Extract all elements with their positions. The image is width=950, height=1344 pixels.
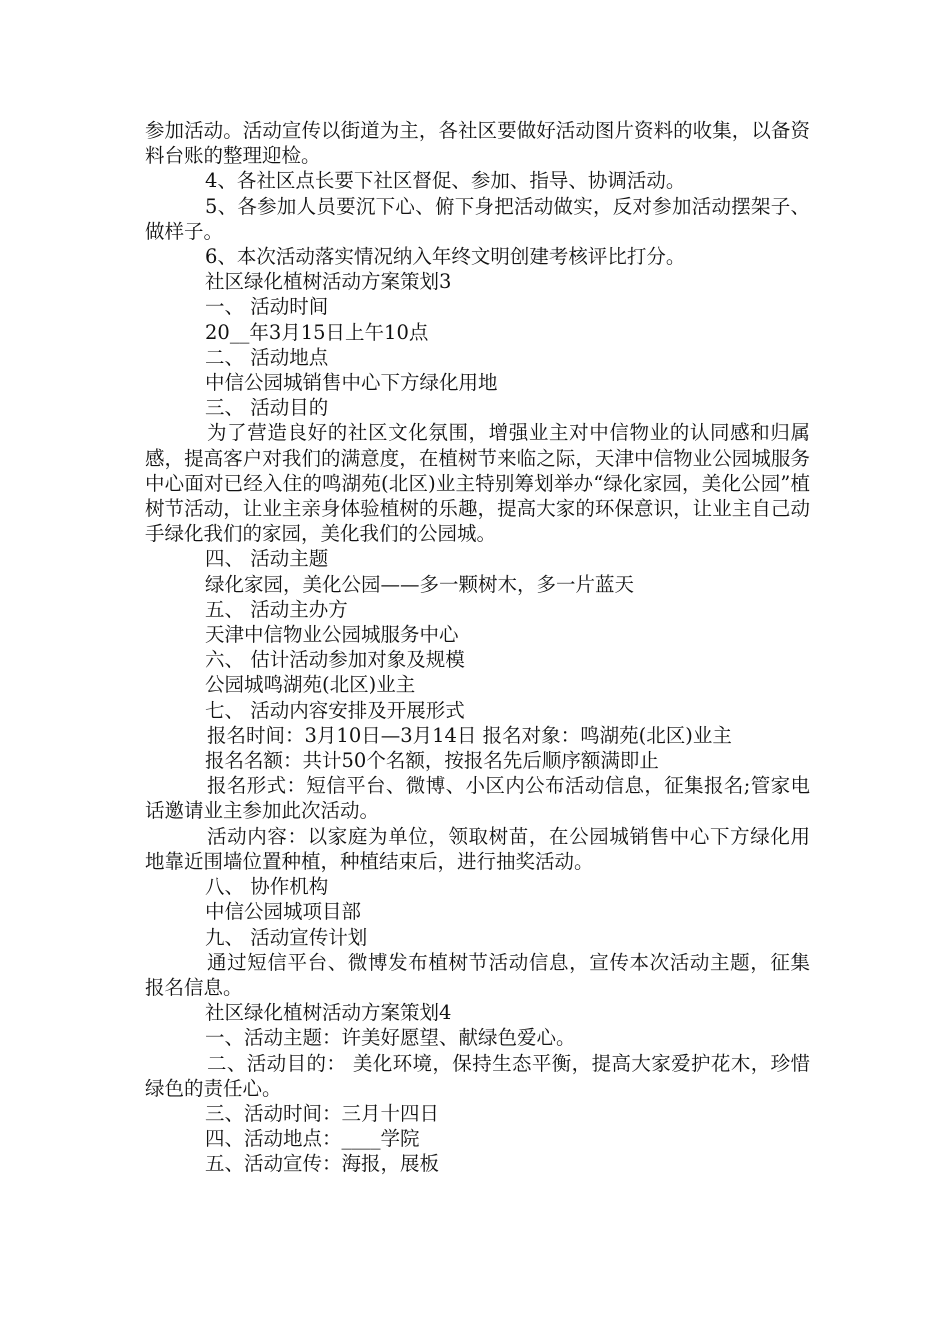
paragraph: 三、 活动目的 <box>205 396 329 420</box>
paragraph: 中信公园城项目部 <box>205 900 362 924</box>
paragraph: 六、 估计活动参加对象及规模 <box>205 648 465 672</box>
paragraph: 报名形式：短信平台、微博、小区内公布活动信息，征集报名;管家电话邀请业主参加此次活动。 <box>145 774 810 823</box>
paragraph: 天津中信物业公园城服务中心 <box>205 623 459 647</box>
paragraph: 5、各参加人员要沉下心、俯下身把活动做实，反对参加活动摆架子、做样子。 <box>145 194 810 243</box>
paragraph: 报名名额：共计50个名额，按报名先后顺序额满即止 <box>205 749 659 773</box>
paragraph: 五、 活动主办方 <box>205 597 348 621</box>
paragraph: 九、 活动宣传计划 <box>205 925 368 949</box>
paragraph: 4、各社区点长要下社区督促、参加、指导、协调活动。 <box>205 169 686 193</box>
paragraph: 八、 协作机构 <box>205 875 329 899</box>
paragraph: 五、活动宣传：海报，展板 <box>205 1152 440 1176</box>
paragraph: 为了营造良好的社区文化氛围，增强业主对中信物业的认同感和归属感，提高客户对我们的满意度，在植树节来临之际，天津中信物业公园城服务中心面对已经入住的鸣湖苑(北区)业主特别筹划举办“绿化家园，美化公园”植树节活动，让业主亲身体验植树的乐趣，提高大家的环保意识，让业主自己动手绿化我们的家园，美化我们的公园城。 <box>145 421 810 546</box>
paragraph: 二、活动目的： 美化环境，保持生态平衡，提高大家爱护花木，珍惜绿色的责任心。 <box>145 1051 810 1100</box>
paragraph: 三、活动时间：三月十四日 <box>205 1101 440 1125</box>
document-body <box>145 118 810 1177</box>
paragraph: 报名时间：3月10日—3月14日 报名对象：鸣湖苑(北区)业主 <box>207 723 732 747</box>
paragraph: 四、 活动主题 <box>205 547 329 571</box>
paragraph: 一、 活动时间 <box>205 295 329 319</box>
paragraph: 通过短信平台、微博发布植树节活动信息，宣传本次活动主题，征集报名信息。 <box>145 950 810 999</box>
paragraph: 活动内容：以家庭为单位，领取树苗，在公园城销售中心下方绿化用地靠近围墙位置种植，种植结束后，进行抽奖活动。 <box>145 824 810 873</box>
paragraph: 参加活动。活动宣传以街道为主，各社区要做好活动图片资料的收集，以备资料台账的整理迎检。 <box>145 119 810 168</box>
paragraph: 6、本次活动落实情况纳入年终文明创建考核评比打分。 <box>205 245 686 269</box>
paragraph: 20__年3月15日上午10点 <box>205 320 429 344</box>
section-heading: 社区绿化植树活动方案策划4 <box>205 1001 452 1025</box>
paragraph: 七、 活动内容安排及开展形式 <box>205 698 465 722</box>
paragraph: 公园城鸣湖苑(北区)业主 <box>205 673 416 697</box>
paragraph: 二、 活动地点 <box>205 345 329 369</box>
paragraph: 中信公园城销售中心下方绿化用地 <box>205 371 498 395</box>
section-heading: 社区绿化植树活动方案策划3 <box>205 270 452 294</box>
paragraph: 四、活动地点：____学院 <box>205 1127 420 1151</box>
paragraph: 一、活动主题：许美好愿望、献绿色爱心。 <box>205 1026 576 1050</box>
paragraph: 绿化家园，美化公园——多一颗树木，多一片蓝天 <box>205 572 635 596</box>
